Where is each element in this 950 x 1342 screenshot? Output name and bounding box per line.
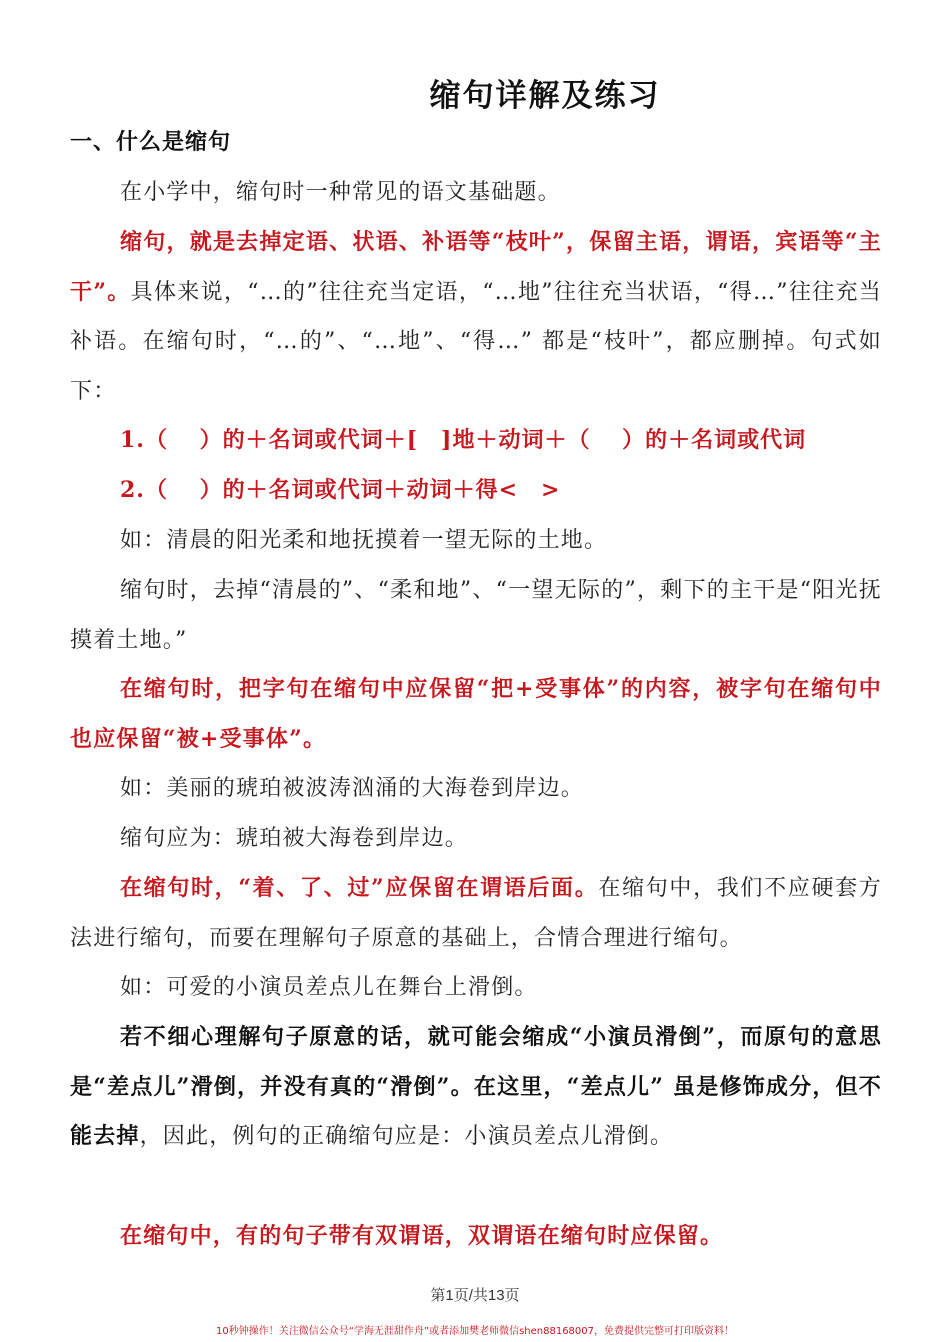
example-1-explanation: 缩句时，去掉“清晨的”、“柔和地”、“一望无际的”，剩下的主干是“阳光抚摸着土地。” — [70, 578, 882, 653]
example-1: 如：清晨的阳光柔和地抚摸着一望无际的土地。 — [120, 528, 608, 553]
rule-zhe-le-guo-detail: 在缩句中，我们不应硬套方法进行缩句，而要在理解句子原意的基础上，合情合理进行缩句。 — [70, 876, 882, 951]
example-3: 如：可爱的小演员差点儿在舞台上滑倒。 — [120, 975, 538, 1000]
example-3-explanation-bold: 若不细心理解句子原意的话，就可能会缩成“小演员滑倒”，而原句的意思是“差点儿”滑倒，并没有真的“滑倒”。在这里，“差点儿” 虽是修饰成分，但不能去掉 — [70, 1024, 882, 1150]
definition-highlight: 缩句，就是去掉定语、状语、补语等“枝叶”，保留主语，谓语，宾语等“主干”。 — [70, 229, 882, 305]
rule-ba-bei: 在缩句时，把字句在缩句中应保留“把+受事体”的内容，被字句在缩句中也应保留“被+受事体”。 — [70, 676, 882, 752]
example-3-explanation — [70, 1013, 882, 1162]
rule-zhe-le-guo — [70, 864, 882, 963]
document-title: 缩句详解及练习 — [429, 78, 661, 114]
paragraph-intro: 在小学中，缩句时一种常见的语文基础题。 — [120, 180, 561, 205]
definition-detail: 具体来说，“…的”往往充当定语，“…地”往往充当状语，“得…”往往充当补语。在缩句时，“…的”、“…地”、“得…” 都是“枝叶”，都应删掉。句式如下： — [70, 279, 882, 404]
section-heading: 一、什么是缩句 — [70, 129, 232, 155]
page-number: 第1页/共13页 — [430, 1287, 520, 1304]
rule-zhe-le-guo-highlight: 在缩句时，“着、了、过”应保留在谓语后面。 — [120, 875, 599, 901]
formula-2: 2.（ ）的＋名词或代词＋动词＋得< > — [120, 477, 561, 503]
rule-double-predicate: 在缩句中，有的句子带有双谓语，双谓语在缩句时应保留。 — [120, 1223, 724, 1249]
example-2-answer: 缩句应为：琥珀被大海卷到岸边。 — [120, 826, 469, 851]
example-3-explanation-rest: ，因此，例句的正确缩句应是：小演员差点儿滑倒。 — [139, 1124, 674, 1150]
example-2: 如：美丽的琥珀被波涛汹涌的大海卷到岸边。 — [120, 776, 585, 801]
footer-promo-note: 10秒钟操作！关注微信公众号“学海无涯甜作舟”或者添加樊老师微信shen88168007，免费提供完整可打印版资料！ — [215, 1326, 735, 1337]
formula-1: 1.（ ）的＋名词或代词＋[ ]地＋动词＋（ ）的＋名词或代词 — [120, 427, 807, 453]
paragraph-definition — [70, 218, 882, 416]
